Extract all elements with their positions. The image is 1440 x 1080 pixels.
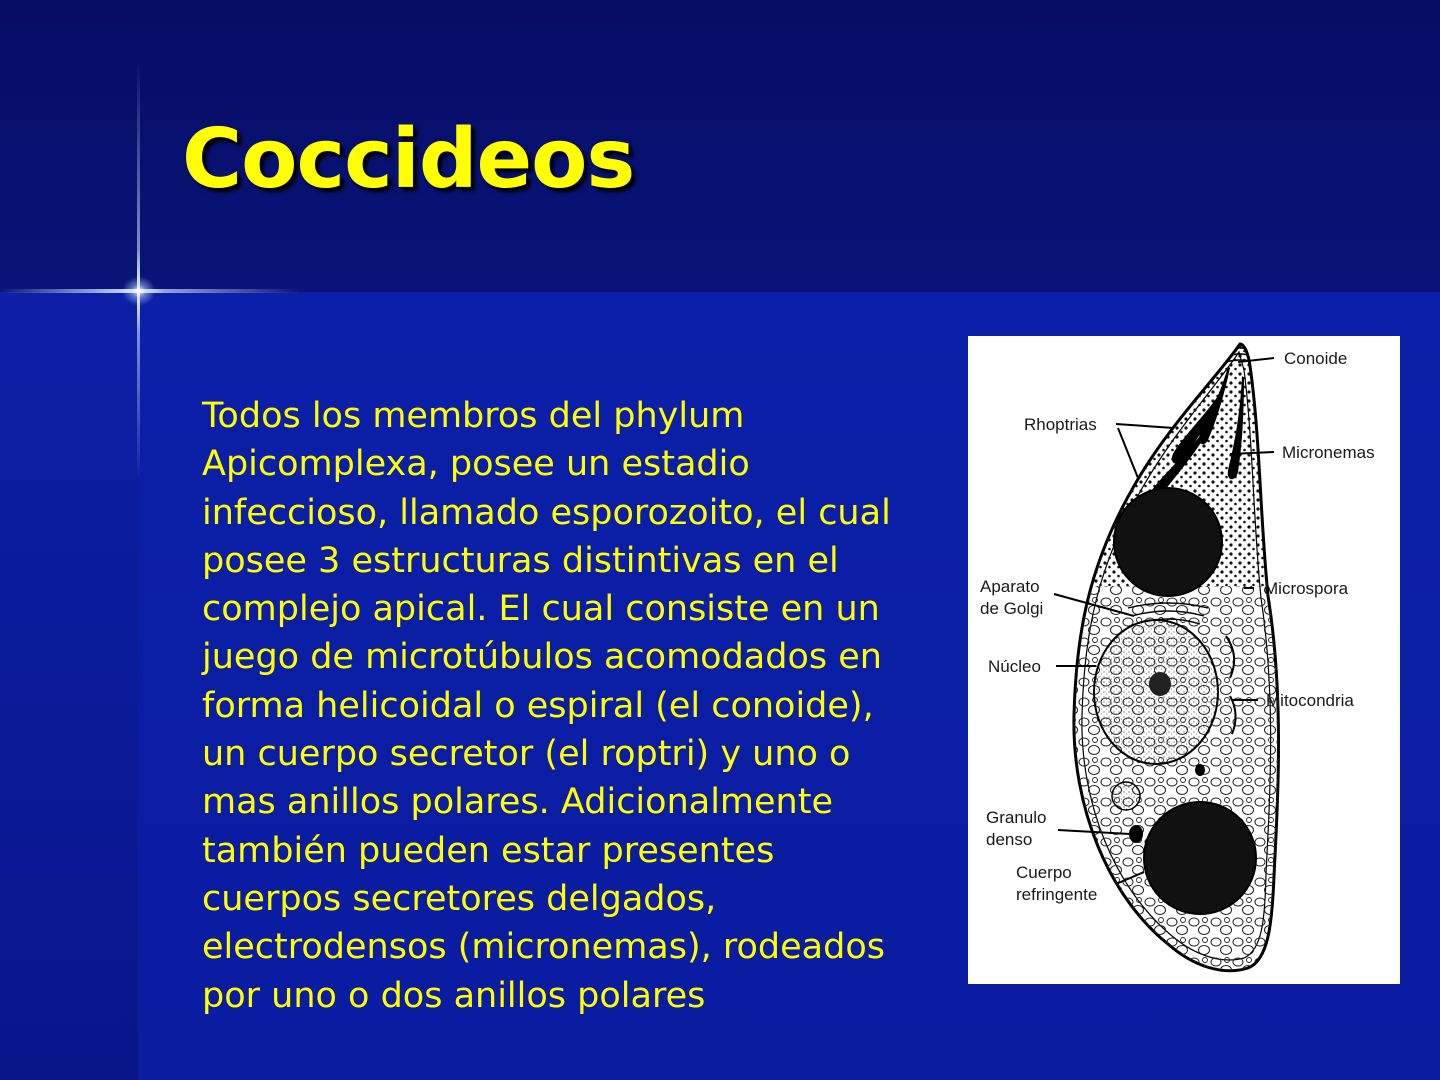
sporozoite-diagram bbox=[968, 336, 1400, 984]
label-denso: denso bbox=[986, 830, 1033, 849]
label-granulo: Granulo bbox=[986, 808, 1047, 827]
slide-title: Coccideos bbox=[182, 112, 635, 207]
label-rhoptrias: Rhoptrias bbox=[1024, 415, 1097, 434]
label-conoide: Conoide bbox=[1284, 349, 1348, 368]
label-mitocondria: Mitocondria bbox=[1266, 691, 1354, 710]
body-line: cuerpos secretores delgados, bbox=[202, 878, 717, 919]
label-cuerpo: Cuerpo bbox=[1016, 863, 1072, 882]
label-micronemas: Micronemas bbox=[1282, 443, 1375, 462]
label-refringente: refringente bbox=[1016, 885, 1098, 904]
body-line: juego de microtúbulos acomodados en bbox=[202, 637, 882, 678]
body-line: posee 3 estructuras distintivas en el bbox=[202, 540, 839, 581]
body-line: electrodensos (micronemas), rodeados bbox=[202, 927, 885, 968]
label-de-golgi: de Golgi bbox=[980, 599, 1044, 618]
body-line: un cuerpo secretor (el roptri) y uno o bbox=[202, 734, 851, 775]
slide-body-text bbox=[202, 392, 922, 1020]
sporozoite-svg bbox=[968, 336, 1400, 984]
label-nucleo: Núcleo bbox=[988, 657, 1041, 676]
anterior-refractile-body bbox=[1114, 488, 1222, 596]
light-flare-vertical bbox=[137, 60, 140, 480]
body-line: también pueden estar presentes bbox=[202, 830, 775, 871]
posterior-refractile-body bbox=[1144, 802, 1256, 914]
body-line: Todos los membros del phylum bbox=[202, 396, 745, 436]
label-microspora: Microspora bbox=[1264, 579, 1349, 598]
body-line: forma helicoidal o espiral (el conoide), bbox=[202, 685, 874, 726]
label-aparato: Aparato bbox=[980, 577, 1040, 596]
left-margin-band bbox=[0, 292, 138, 1080]
body-line: infeccioso, llamado esporozoito, el cual bbox=[202, 492, 891, 533]
body-line: Apicomplexa, posee un estadio bbox=[202, 444, 750, 485]
body-line: por uno o dos anillos polares bbox=[202, 975, 706, 1016]
body-line: mas anillos polares. Adicionalmente bbox=[202, 782, 833, 823]
body-line: complejo apical. El cual consiste en un bbox=[202, 589, 880, 630]
light-flare-core bbox=[122, 276, 156, 306]
